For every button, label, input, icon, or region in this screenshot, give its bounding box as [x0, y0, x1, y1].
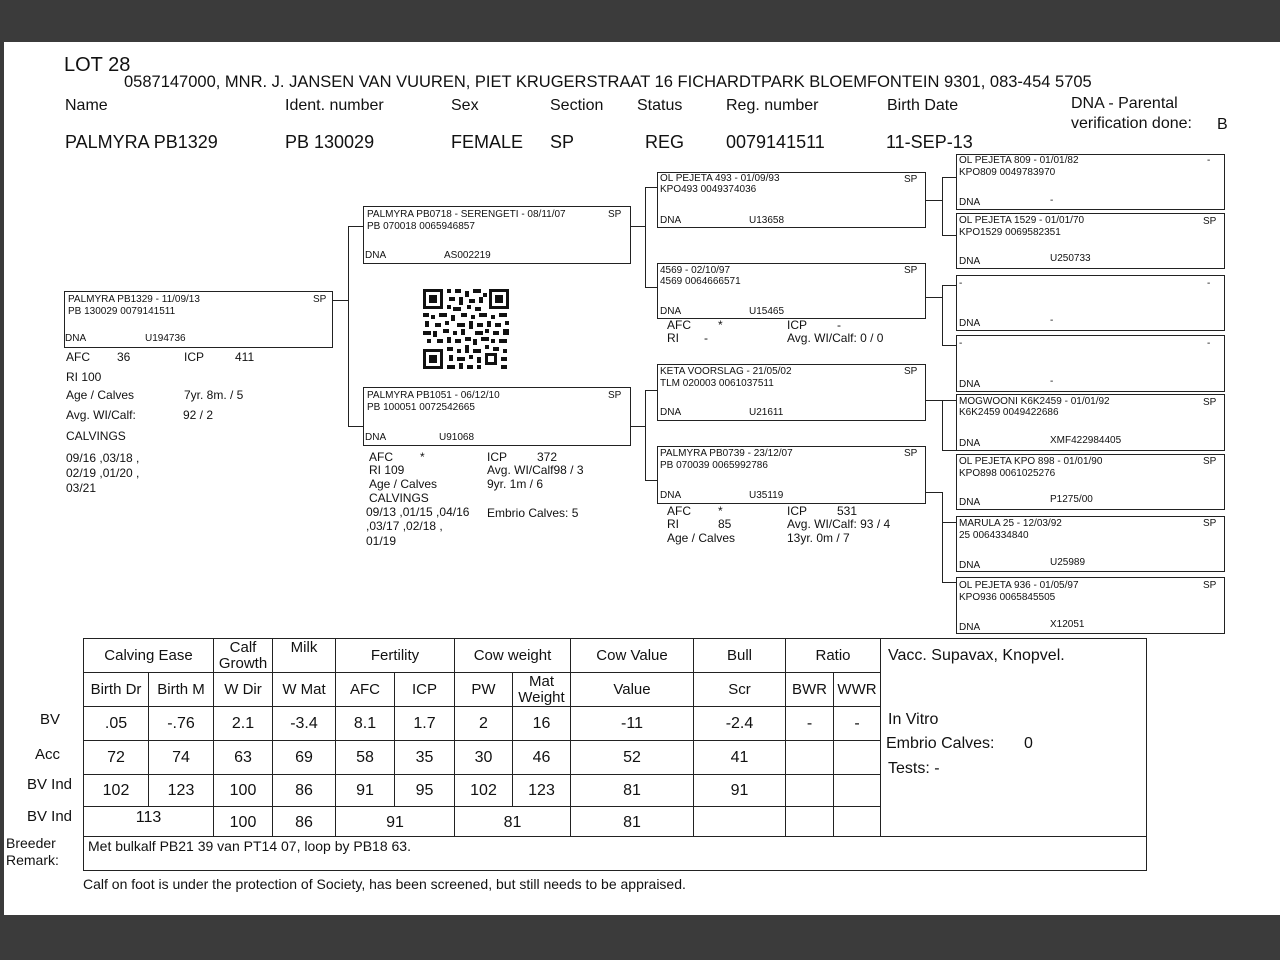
value-status: REG [645, 132, 685, 152]
animal-afc-label: AFC [66, 350, 90, 364]
acc-cell: 58 [336, 741, 395, 775]
sub-header-row [84, 673, 881, 707]
gp2-line-1: 4569 - 02/10/97 [660, 265, 731, 276]
footer-note: Calf on foot is under the protection of Society, has been screened, but still needs to be appraised. [83, 876, 686, 892]
gp4-wi: Avg. WI/Calf: 93 / 4 [787, 517, 891, 531]
animal-sp: SP [313, 294, 327, 305]
sire-sp: SP [608, 209, 622, 220]
acc-cell: 30 [455, 741, 513, 775]
label-section: Section [550, 97, 604, 114]
value-reg: 0079141511 [726, 132, 825, 152]
bv-index-group-row [84, 807, 881, 840]
top-dark-bar [0, 0, 1280, 42]
ggp-line-1: MOGWOONI K6K2459 - 01/01/92 [959, 396, 1110, 407]
sub-header: Birth M [149, 673, 214, 707]
ind-cell: 95 [395, 775, 455, 807]
ind-cell: 100 [214, 775, 273, 807]
label-ident: Ident. number [285, 97, 384, 114]
ind-cell [834, 775, 881, 807]
ind2-cell: 81 [571, 807, 694, 840]
gp3-sp: SP [904, 366, 918, 377]
gp2-afc: * [718, 318, 723, 332]
acc-cell [834, 741, 881, 775]
ggp-box [956, 213, 1225, 269]
gp1-sp: SP [904, 174, 918, 185]
bv-cell: .05 [84, 707, 149, 741]
ggp-line-2: KPO1529 0069582351 [959, 227, 1061, 238]
animal-calvings-2: 02/19 ,01/20 , [66, 466, 140, 480]
ind2-cell: 81 [455, 807, 571, 840]
animal-dna-value: U194736 [145, 333, 186, 344]
ggp-dna-value: P1275/00 [1050, 494, 1093, 505]
animal-box [64, 291, 333, 348]
bv-cell: 1.7 [395, 707, 455, 741]
bv-cell: - [834, 707, 881, 741]
animal-ri: RI 100 [66, 370, 102, 384]
bv-cell: -11 [571, 707, 694, 741]
sub-header: WWR [834, 673, 881, 707]
ggp-dna-label: DNA [959, 438, 981, 449]
gp1-line-2: KPO493 0049374036 [660, 184, 757, 195]
gp2-icp: - [837, 318, 841, 332]
ind-cell: 123 [513, 775, 571, 807]
bv-cell: 2.1 [214, 707, 273, 741]
acc-cell: 74 [149, 741, 214, 775]
embrio-label: Embrio Calves: [886, 735, 995, 752]
acc-cell: 46 [513, 741, 571, 775]
ggp-line-2: K6K2459 0049422686 [959, 407, 1059, 418]
gp4-line-2: PB 070039 0065992786 [660, 460, 768, 471]
gp1-dna-value: U13658 [749, 215, 785, 226]
ggp-dna-label: DNA [959, 560, 981, 571]
sub-header: AFC [336, 673, 395, 707]
dam-afc-label: AFC [369, 450, 393, 464]
notes-box [880, 638, 1147, 839]
sub-header: Mat Weight [513, 673, 571, 707]
gp4-age: 13yr. 0m / 7 [787, 531, 850, 545]
ggp-sp: SP [1203, 456, 1217, 467]
bv-cell: - [786, 707, 834, 741]
ggp-box [956, 394, 1225, 451]
animal-icp: 411 [235, 350, 255, 364]
sire-line-1: PALMYRA PB0718 - SERENGETI - 08/11/07 [367, 209, 566, 220]
row-label-bv-ind-2: BV Ind [26, 808, 72, 825]
gp3-line-1: KETA VOORSLAG - 21/05/02 [660, 366, 792, 377]
dam-icp-label: ICP [487, 450, 508, 464]
gp1-box [657, 172, 926, 228]
ggp-box [956, 454, 1225, 510]
ind2-cell [694, 807, 786, 840]
dam-ri: RI 109 [369, 463, 405, 477]
gp4-line-1: PALMYRA PB0739 - 23/12/07 [660, 448, 793, 459]
sub-header: W Dir [214, 673, 273, 707]
ggp-line-2: 25 0064334840 [959, 530, 1029, 541]
dam-calvings-3: 01/19 [366, 534, 397, 548]
value-name: PALMYRA PB1329 [65, 132, 218, 152]
lot-number: LOT 28 [64, 54, 131, 76]
ggp-box [956, 577, 1225, 634]
ind2-cell [834, 807, 881, 840]
group-header: Cow Value [571, 639, 694, 673]
group-header: Milk [273, 639, 336, 673]
sire-dna-label: DNA [365, 250, 387, 261]
bv-cell: 16 [513, 707, 571, 741]
gp2-wi: Avg. WI/Calf: 0 / 0 [787, 331, 884, 345]
gp2-line-2: 4569 0064666571 [660, 276, 741, 287]
gp4-ri-label: RI [667, 517, 679, 531]
gp4-sp: SP [904, 448, 918, 459]
ind2-cell [786, 807, 834, 840]
ggp-sp: - [1207, 278, 1211, 289]
dam-box [363, 387, 631, 446]
embrio-value: 0 [1024, 735, 1033, 752]
ggp-line-2: KPO809 0049783970 [959, 167, 1056, 178]
animal-calvings-3: 03/21 [66, 481, 97, 495]
animal-afc: 36 [117, 350, 131, 364]
gp2-dna-label: DNA [660, 306, 682, 317]
dam-age: 9yr. 1m / 6 [487, 477, 544, 491]
ggp-sp: - [1207, 155, 1211, 166]
ggp-line-1: - [959, 338, 963, 349]
ggp-sp: SP [1203, 580, 1217, 591]
gp2-icp-label: ICP [787, 318, 808, 332]
owner-line: 0587147000, MNR. J. JANSEN VAN VUUREN, PIET KRUGERSTRAAT 16 FICHARDTPARK BLOEMFONTEIN 9301, 083-454 5705 [124, 73, 1092, 91]
label-reg: Reg. number [726, 97, 819, 114]
ggp-dna-label: DNA [959, 622, 981, 633]
ggp-line-2: KPO936 0065845505 [959, 592, 1056, 603]
row-label-bv-ind: BV Ind [26, 776, 72, 793]
label-name: Name [65, 97, 108, 114]
label-status: Status [637, 97, 683, 114]
ind-cell: 91 [336, 775, 395, 807]
ggp-line-1: OL PEJETA 936 - 01/05/97 [959, 580, 1079, 591]
ind2-cell: 100 [214, 807, 273, 840]
gp4-age-label: Age / Calves [667, 531, 736, 545]
gp4-afc: * [718, 504, 723, 518]
acc-cell: 52 [571, 741, 694, 775]
ggp-dna-value: - [1050, 315, 1054, 326]
ggp-dna-label: DNA [959, 318, 981, 329]
label-sex: Sex [451, 97, 479, 114]
dam-afc: * [420, 450, 425, 464]
ggp-line-1: OL PEJETA 809 - 01/01/82 [959, 155, 1079, 166]
group-header: Fertility [336, 639, 455, 673]
ggp-dna-value: X12051 [1050, 619, 1085, 630]
sub-header: Birth Dr [84, 673, 149, 707]
gp1-line-1: OL PEJETA 493 - 01/09/93 [660, 173, 780, 184]
acc-cell: 35 [395, 741, 455, 775]
dam-age-label: Age / Calves [369, 477, 438, 491]
ggp-sp: SP [1203, 397, 1217, 408]
ggp-dna-label: DNA [959, 256, 981, 267]
bottom-dark-bar [0, 915, 1280, 960]
ggp-dna-value: - [1050, 376, 1054, 387]
gp4-dna-value: U35119 [749, 490, 784, 501]
in-vitro-label: In Vitro [888, 711, 939, 728]
ggp-line-1: - [959, 278, 963, 289]
ind-cell: 102 [455, 775, 513, 807]
remark-text: Met bulkalf PB21 39 van PT14 07, loop by PB18 63. [88, 838, 411, 854]
animal-age: 7yr. 8m. / 5 [184, 388, 244, 402]
ggp-dna-value: - [1050, 195, 1054, 206]
animal-calvings-1: 09/16 ,03/18 , [66, 451, 140, 465]
dam-wi: Avg. WI/Calf98 / 3 [487, 463, 584, 477]
gp2-sp: SP [904, 265, 918, 276]
value-section: SP [550, 132, 575, 152]
ggp-dna-value: U25989 [1050, 557, 1086, 568]
gp4-dna-label: DNA [660, 490, 682, 501]
ind-cell [786, 775, 834, 807]
group-header: Ratio [786, 639, 881, 673]
gp2-ri-label: RI [667, 331, 679, 345]
sire-line-2: PB 070018 0065946857 [367, 221, 475, 232]
bv-cell: -3.4 [273, 707, 336, 741]
ggp-sp: - [1207, 338, 1211, 349]
lot-sheet [4, 42, 1280, 915]
value-sex: FEMALE [451, 132, 524, 152]
group-header: Bull [694, 639, 786, 673]
ggp-dna-label: DNA [959, 379, 981, 390]
ggp-dna-value: U250733 [1050, 253, 1091, 264]
gp4-box [657, 446, 926, 504]
sire-box [363, 206, 631, 264]
sub-header: Value [571, 673, 694, 707]
dam-dna-value: U91068 [439, 432, 475, 443]
breeding-values-table [83, 638, 881, 840]
gp4-icp: 531 [837, 504, 858, 518]
group-header: Calving Ease [84, 639, 214, 673]
group-header-row [84, 639, 881, 673]
ggp-box [956, 154, 1225, 210]
row-label-bv: BV [39, 711, 60, 728]
ggp-line-1: OL PEJETA 1529 - 01/01/70 [959, 215, 1085, 226]
bv-index-row [84, 775, 881, 807]
label-dna-2: verification done: [1071, 115, 1192, 132]
animal-icp-label: ICP [184, 350, 205, 364]
gp2-box [657, 263, 926, 319]
animal-calvings: CALVINGS [66, 429, 126, 443]
value-dna: B [1217, 116, 1228, 133]
dam-embrio: Embrio Calves: 5 [487, 506, 579, 520]
animal-age-label: Age / Calves [66, 388, 135, 402]
sub-header: ICP [395, 673, 455, 707]
gp3-dna-label: DNA [660, 407, 682, 418]
ggp-dna-value: XMF422984405 [1050, 435, 1122, 446]
tests-note: Tests: - [888, 760, 940, 777]
vacc-note: Vacc. Supavax, Knopvel. [888, 647, 1065, 664]
value-ident: PB 130029 [285, 132, 375, 152]
gp4-ri: 85 [718, 517, 732, 531]
remark-label-2: Remark: [6, 852, 59, 868]
bv-cell: 2 [455, 707, 513, 741]
qr-code-icon [421, 287, 511, 371]
label-dna-1: DNA - Parental [1071, 95, 1178, 112]
ind-cell: 102 [84, 775, 149, 807]
value-birth: 11-SEP-13 [886, 132, 973, 152]
ggp-line-1: OL PEJETA KPO 898 - 01/01/90 [959, 456, 1103, 467]
ind-cell: 91 [694, 775, 786, 807]
ggp-box [956, 275, 1225, 331]
group-header: Calf Growth [214, 639, 273, 673]
dam-sp: SP [608, 390, 622, 401]
group-header: Cow weight [455, 639, 571, 673]
acc-cell: 63 [214, 741, 273, 775]
dam-calvings: CALVINGS [369, 491, 429, 505]
ind-cell: 81 [571, 775, 694, 807]
ind2-cell: 86 [273, 807, 336, 840]
label-birth: Birth Date [887, 97, 959, 114]
animal-dna-label: DNA [65, 333, 87, 344]
dam-line-1: PALMYRA PB1051 - 06/12/10 [367, 390, 500, 401]
gp2-ri: - [704, 331, 708, 345]
ggp-line-2: KPO898 0061025276 [959, 468, 1056, 479]
ind2-cell: 91 [336, 807, 455, 840]
bv-cell: 8.1 [336, 707, 395, 741]
ggp-box [956, 516, 1225, 572]
ggp-line-1: MARULA 25 - 12/03/92 [959, 518, 1062, 529]
animal-line-2: PB 130029 0079141511 [68, 306, 176, 317]
remark-label-1: Breeder [6, 835, 56, 851]
sub-header: BWR [786, 673, 834, 707]
dam-line-2: PB 100051 0072542665 [367, 402, 475, 413]
dam-calvings-1: 09/13 ,01/15 ,04/16 [366, 505, 470, 519]
dam-dna-label: DNA [365, 432, 387, 443]
bv-cell: -.76 [149, 707, 214, 741]
gp2-afc-label: AFC [667, 318, 691, 332]
sire-dna-value: AS002219 [444, 250, 491, 261]
gp4-afc-label: AFC [667, 504, 691, 518]
gp2-dna-value: U15465 [749, 306, 785, 317]
gp3-box [657, 364, 926, 421]
acc-cell: 41 [694, 741, 786, 775]
bv-cell: -2.4 [694, 707, 786, 741]
row-label-acc: Acc [34, 746, 60, 763]
acc-row [84, 741, 881, 775]
ind-cell: 86 [273, 775, 336, 807]
sub-header: PW [455, 673, 513, 707]
ggp-sp: SP [1203, 216, 1217, 227]
bv-row [84, 707, 881, 741]
gp1-dna-label: DNA [660, 215, 682, 226]
dam-icp: 372 [537, 450, 558, 464]
acc-cell [786, 741, 834, 775]
ind2-cell: 113 [84, 807, 214, 840]
ggp-box [956, 335, 1225, 392]
dam-calvings-2: ,03/17 ,02/18 , [366, 519, 443, 533]
acc-cell: 69 [273, 741, 336, 775]
ind-cell: 123 [149, 775, 214, 807]
ggp-dna-label: DNA [959, 197, 981, 208]
ggp-sp: SP [1203, 518, 1217, 529]
animal-wi-label: Avg. WI/Calf: [66, 408, 136, 422]
animal-line-1: PALMYRA PB1329 - 11/09/13 [68, 294, 200, 305]
sub-header: Scr [694, 673, 786, 707]
gp3-line-2: TLM 020003 0061037511 [660, 378, 774, 389]
gp4-icp-label: ICP [787, 504, 808, 518]
gp3-dna-value: U21611 [749, 407, 784, 418]
acc-cell: 72 [84, 741, 149, 775]
animal-wi: 92 / 2 [183, 408, 214, 422]
sub-header: W Mat [273, 673, 336, 707]
ggp-dna-label: DNA [959, 497, 981, 508]
remark-box [83, 836, 1147, 871]
